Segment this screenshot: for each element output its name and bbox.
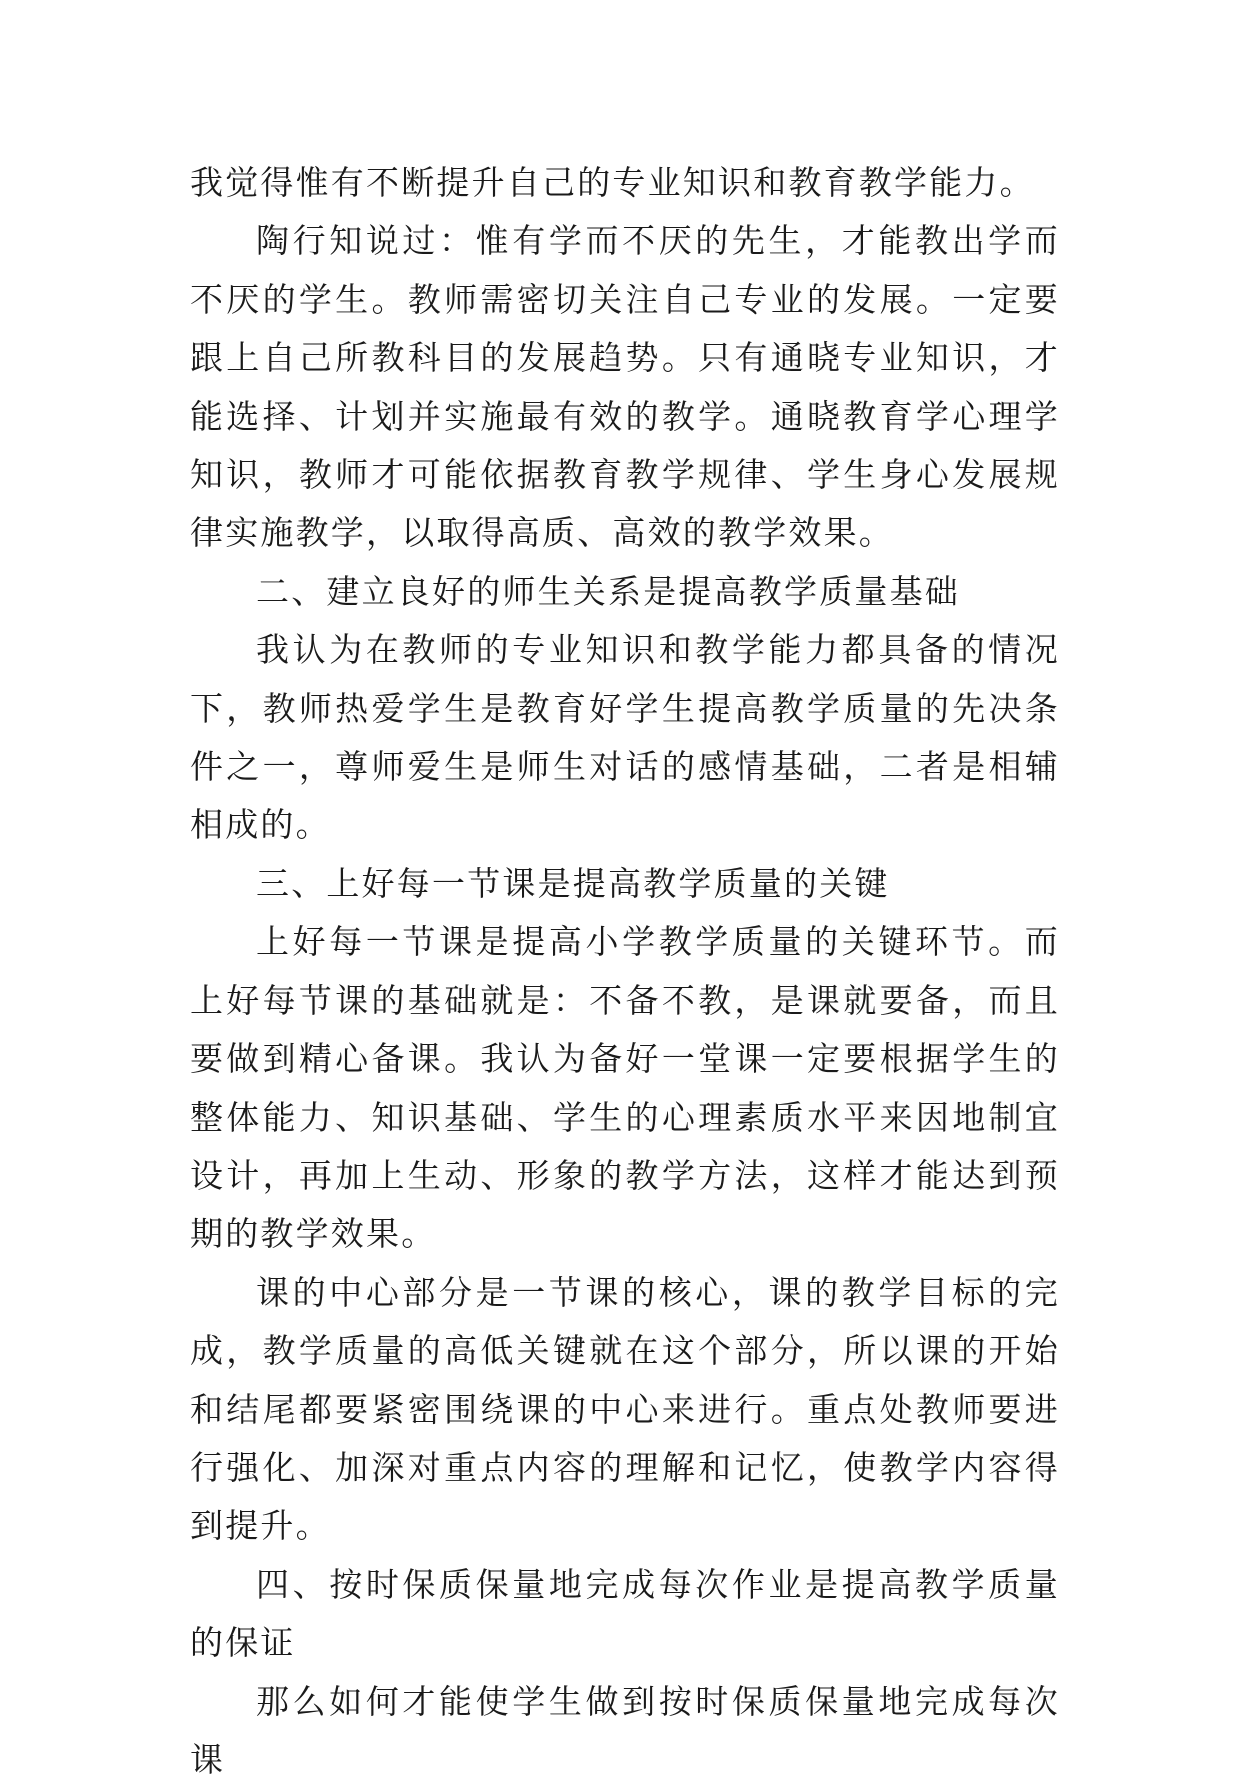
paragraph-5: 课的中心部分是一节课的核心，课的教学目标的完成，教学质量的高低关键就在这个部分，所以课的开始和结尾都要紧密围绕课的中心来进行。重点处教师要进行强化、加深对重点内容的理解和记忆，使教学内容得到提升。	[190, 1272, 1060, 1546]
paragraph-1: 我觉得惟有不断提升自己的专业知识和教育教学能力。	[190, 163, 1035, 202]
body-text	[190, 154, 1060, 1789]
section-heading-4: 四、按时保质保量地完成每次作业是提高教学质量的保证	[190, 1564, 1060, 1663]
paragraph-3: 我认为在教师的专业知识和教学能力都具备的情况下，教师热爱学生是教育好学生提高教学质量的先决条件之一，尊师爱生是师生对话的感情基础，二者是相辅相成的。	[190, 630, 1060, 845]
section-heading-3: 三、上好每一节课是提高教学质量的关键	[256, 863, 890, 903]
section-heading-2: 二、建立良好的师生关系是提高教学质量基础	[256, 571, 960, 611]
paragraph-4: 上好每一节课是提高小学教学质量的关键环节。而上好每节课的基础就是：不备不教，是课就要备，而且要做到精心备课。我认为备好一堂课一定要根据学生的整体能力、知识基础、学生的心理素质水平来因地制宜设计，再加上生动、形象的教学方法，这样才能达到预期的教学效果。	[190, 922, 1060, 1254]
paragraph-6: 那么如何才能使学生做到按时保质保量地完成每次课	[190, 1681, 1060, 1779]
paragraph-2: 陶行知说过：惟有学而不厌的先生，才能教出学而不厌的学生。教师需密切关注自己专业的发展。一定要跟上自己所教科目的发展趋势。只有通晓专业知识，才能选择、计划并实施最有效的教学。通晓教育学心理学知识，教师才可能依据教育教学规律、学生身心发展规律实施教学，以取得高质、高效的教学效果。	[190, 221, 1060, 553]
